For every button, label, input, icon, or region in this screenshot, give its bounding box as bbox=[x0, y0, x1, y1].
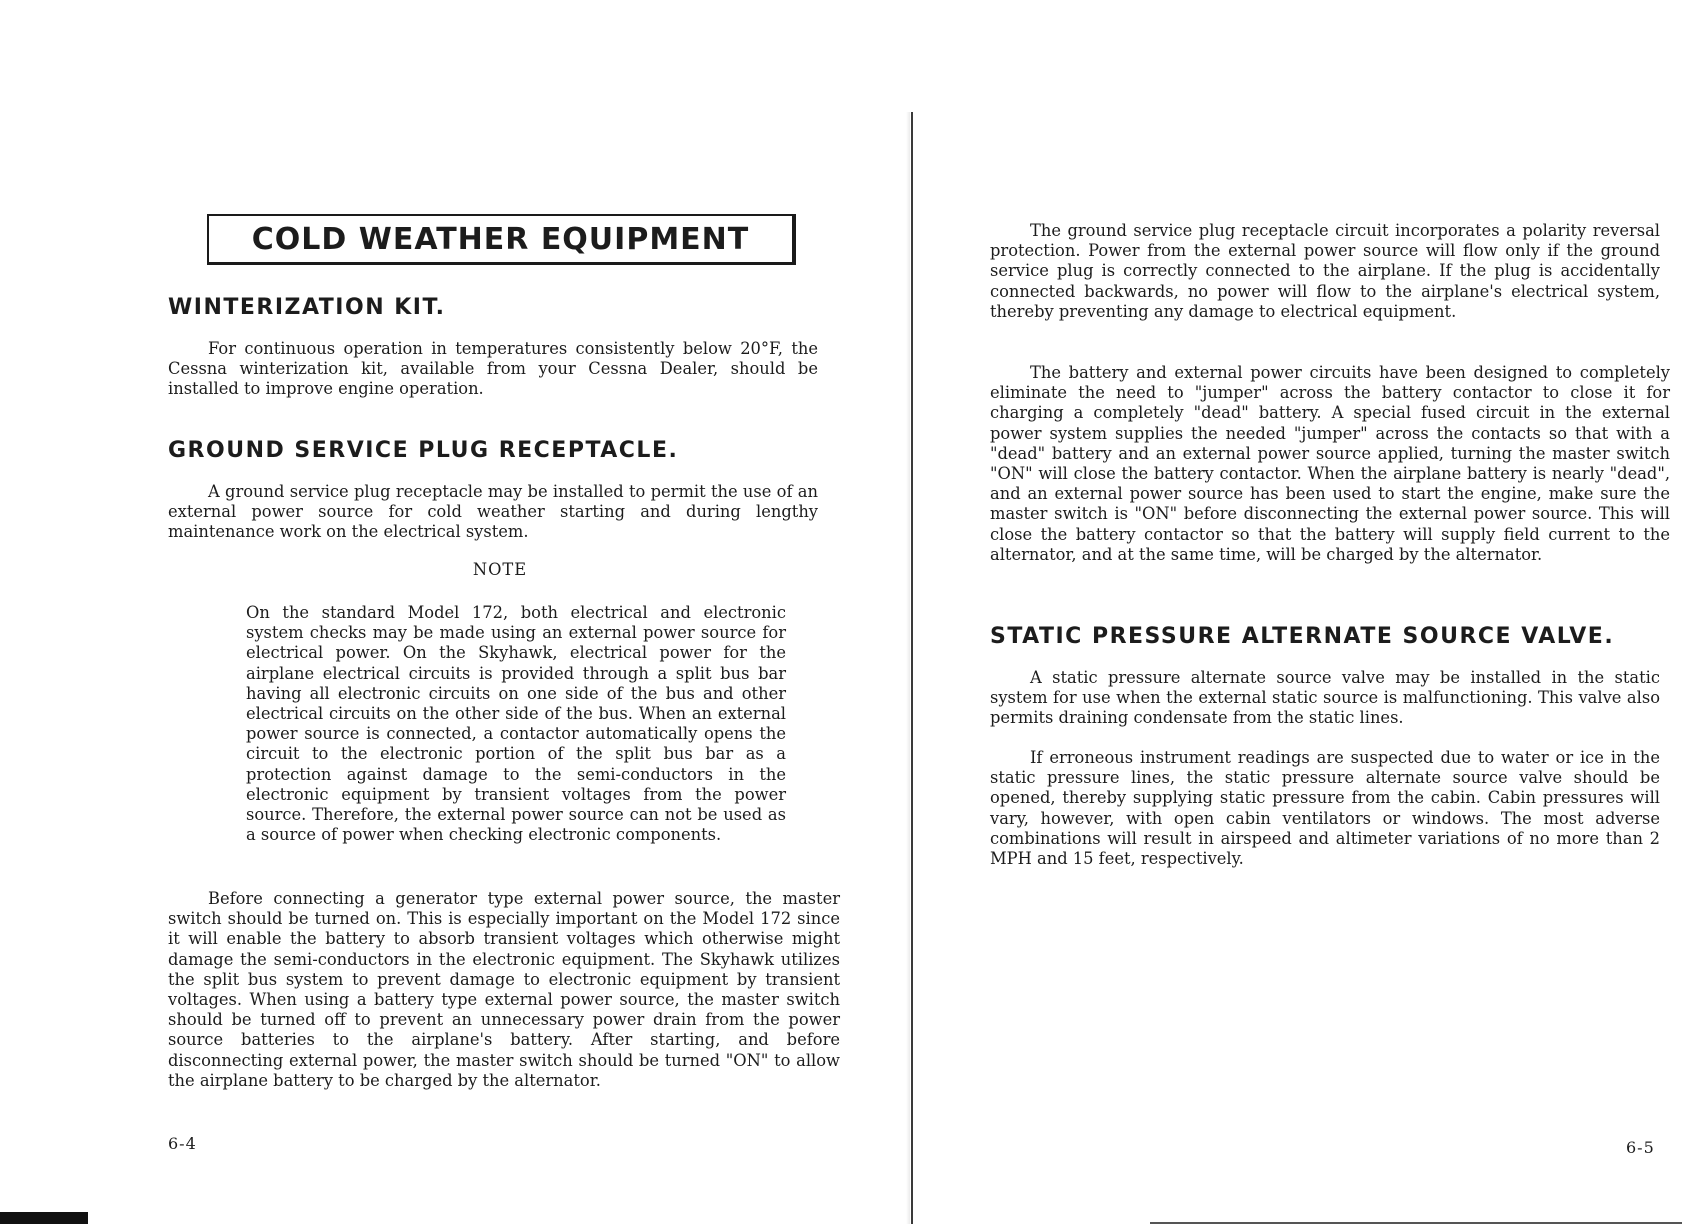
winterization-heading: WINTERIZATION KIT. bbox=[168, 295, 446, 320]
polarity-paragraph: The ground service plug receptacle circuit incorporates a polarity reversal protection. Power from the external power source will flow only if the ground service plug is correctly connected to the airplane. If the plug is accidentally connected backwards, no power will flow to the airplane's electrical system, thereby preventing any damage to electrical equipment. bbox=[990, 221, 1660, 321]
book-spine-shadow bbox=[906, 112, 910, 1224]
section-title: COLD WEATHER EQUIPMENT bbox=[207, 214, 796, 265]
page-number-right: 6-5 bbox=[1626, 1138, 1655, 1157]
page-number-left: 6-4 bbox=[168, 1134, 197, 1153]
battery-paragraph: The battery and external power circuits have been designed to completely eliminate the need to "jumper" across the battery contactor to close it for charging a completely "dead" battery. A special fused circuit in the external power system supplies the needed "jumper" across the contacts so that with a "dead" battery and an external power source applied, turning the master switch "ON" will close the battery contactor. When the airplane battery is nearly "dead", and an external power source has been used to start the engine, make sure the master switch is "ON" before disconnecting the external power source. This will close the battery contactor so that the battery will supply field current to the alternator, and at the same time, will be charged by the alternator. bbox=[990, 363, 1670, 564]
ground-service-body-2: Before connecting a generator type external power source, the master switch should be turned on. This is especially important on the Model 172 since it will enable the battery to absorb transient voltages which otherwise might damage the semi-conductors in the electronic equipment. The Skyhawk utilizes the split bus system to prevent damage to electronic equipment by transient voltages. When using a battery type external power source, the master switch should be turned off to prevent an unnecessary power drain from the power source batteries to the airplane's battery. After starting, and before disconnecting external power, the master switch should be turned "ON" to allow the airplane battery to be charged by the alternator. bbox=[168, 889, 840, 1090]
ground-service-body: A ground service plug receptacle may be installed to permit the use of an external power source for cold weather starting and during lengthy maintenance work on the electrical system. bbox=[168, 482, 818, 542]
static-valve-body-1: A static pressure alternate source valve may be installed in the static system for use when the external static source is malfunctioning. This valve also permits draining condensate from the static lines. bbox=[990, 668, 1660, 728]
right-page bbox=[918, 0, 1682, 1224]
ground-service-heading: GROUND SERVICE PLUG RECEPTACLE. bbox=[168, 438, 679, 463]
note-label: NOTE bbox=[472, 560, 528, 579]
static-valve-heading: STATIC PRESSURE ALTERNATE SOURCE VALVE. bbox=[990, 624, 1615, 649]
winterization-body: For continuous operation in temperatures consistently below 20°F, the Cessna winterization kit, available from your Cessna Dealer, should be installed to improve engine operation. bbox=[168, 339, 818, 399]
book-spine bbox=[911, 112, 913, 1224]
scan-corner-mark bbox=[0, 1212, 88, 1224]
note-body: On the standard Model 172, both electrical and electronic system checks may be made using an external power source for electrical power. On the Skyhawk, electrical power for the airplane electrical circuits is provided through a split bus bar having all electronic circuits on one side of the bus and other electrical circuits on the other side of the bus. When an external power source is connected, a contactor automatically opens the circuit to the electronic portion of the split bus bar as a protection against damage to the semi-conductors in the electronic equipment by transient voltages from the power source. Therefore, the external power source can not be used as a source of power when checking electronic components. bbox=[246, 603, 786, 845]
static-valve-body-2: If erroneous instrument readings are suspected due to water or ice in the static pressure lines, the static pressure alternate source valve should be opened, thereby supplying static pressure from the cabin. Cabin pressures will vary, however, with open cabin ventilators or windows. The most adverse combinations will result in airspeed and altimeter variations of no more than 2 MPH and 15 feet, respectively. bbox=[990, 748, 1660, 869]
